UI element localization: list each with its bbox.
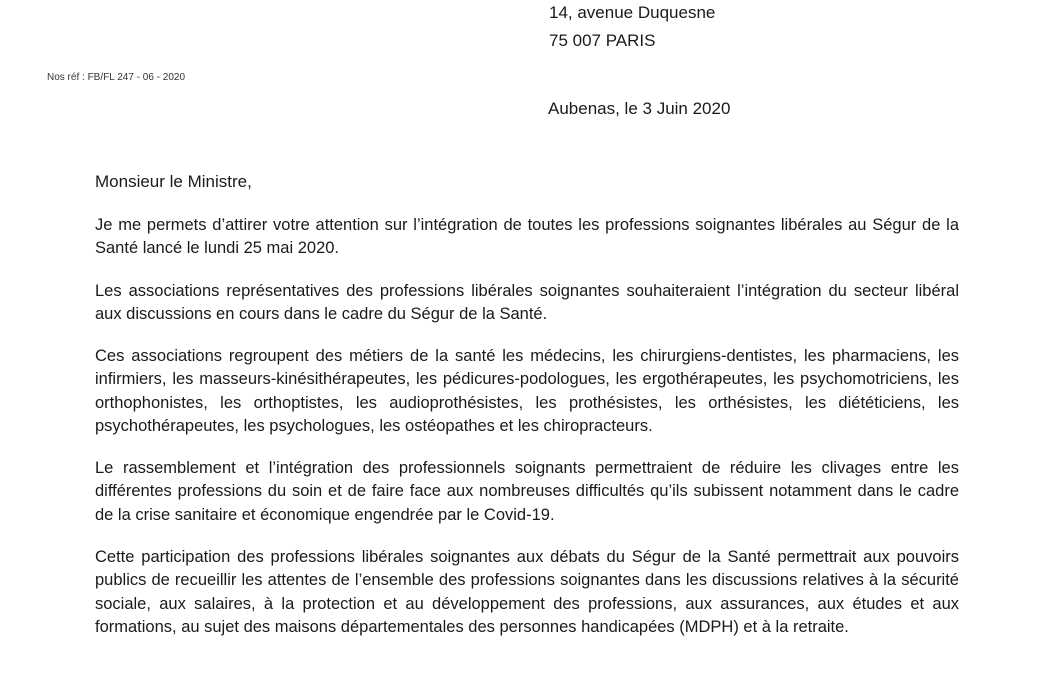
recipient-address-city: 75 007 PARIS [549, 31, 656, 50]
salutation: Monsieur le Ministre, [95, 172, 252, 191]
place-and-date: Aubenas, le 3 Juin 2020 [548, 99, 731, 118]
body-paragraph-4: Le rassemblement et l’intégration des professionnels soignants permettraient de réduire les clivages entre les différentes professions du soin et de faire face aux nombreuses difficultés qu’ils subissent notamment dans le cadre de la crise sanitaire et économique engendrée par le Covid-19. [95, 459, 959, 524]
body-paragraph-2: Les associations représentatives des professions libérales soignantes souhaiteraient l’intégration du secteur libéral aux discussions en cours dans le cadre du Ségur de la Santé. [95, 282, 959, 324]
body-paragraph-5: Cette participation des professions libérales soignantes aux débats du Ségur de la Santé permettrait aux pouvoirs publics de recueillir les attentes de l’ensemble des professions soignantes dans les discussions relatives à la sécurité sociale, aux salaires, à la protection et au développement des professions, aux assurances, aux études et aux formations, au sujet des maisons départementales des personnes handicapées (MDPH) et à la retraite. [95, 548, 959, 636]
reference-number: Nos réf : FB/FL 247 - 06 - 2020 [47, 72, 186, 83]
recipient-address-street: 14, avenue Duquesne [549, 3, 716, 22]
body-paragraph-3: Ces associations regroupent des métiers de la santé les médecins, les chirurgiens-dentistes, les pharmaciens, les infirmiers, les masseurs-kinésithérapeutes, les pédicures-podologues, les ergothérapeutes, les psychomotriciens, les orthophonistes, les orthoptistes, les audioprothésistes, les prothésistes, les orthésistes, les diététiciens, les psychothérapeutes, les psychologues, les ostéopathes et les chiropracteurs. [95, 347, 959, 435]
body-paragraph-1: Je me permets d’attirer votre attention sur l’intégration de toutes les professions soignantes libérales au Ségur de la Santé lancé le lundi 25 mai 2020. [95, 216, 959, 258]
